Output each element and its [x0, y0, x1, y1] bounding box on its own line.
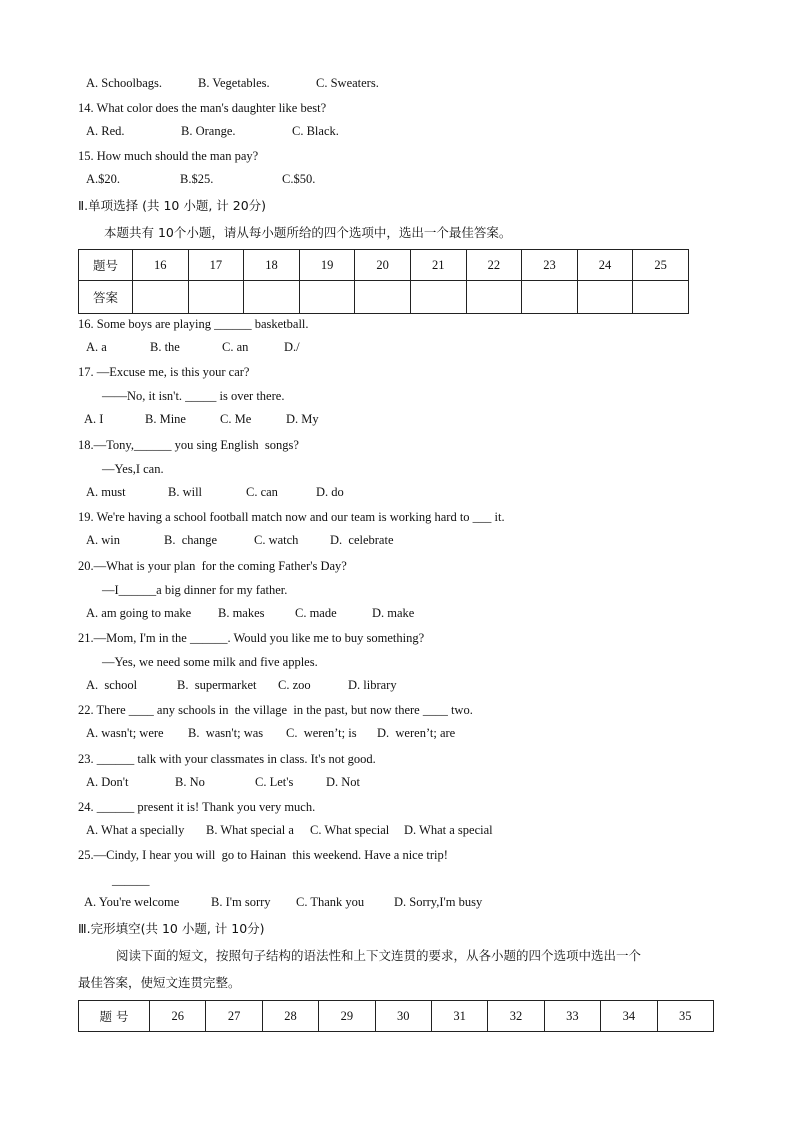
answer-cell[interactable]	[522, 281, 578, 314]
q19-stem: 19. We're having a school football match now and our team is working hard to ___ it.	[78, 510, 505, 524]
table-cell-number: 18	[244, 250, 300, 281]
q20-option-b: B. makes	[218, 606, 265, 620]
table-cell-number: 34	[601, 1001, 657, 1032]
q19-option-a: A. win	[86, 533, 121, 547]
q15-option-c: C.$50.	[282, 172, 316, 186]
q17-stem: 17. —Excuse me, is this your car?	[78, 365, 250, 379]
section-3-instruction-line1: 阅读下面的短文，按照句子结构的语法性和上下文连贯的要求，从各小题的四个选项中选出一个	[116, 948, 642, 963]
q23-stem: 23. ______ talk with your classmates in class. It's not good.	[78, 752, 376, 766]
q18-option-b: B. will	[168, 485, 203, 499]
q24-stem: 24. ______ present it is! Thank you very much.	[78, 800, 316, 814]
q24-option-d: D. What a special	[404, 823, 493, 837]
q21-option-c: C. zoo	[278, 678, 311, 692]
q21-option-a: A. school	[86, 678, 138, 692]
q24-option-a: A. What a specially	[86, 823, 185, 837]
q13-option-a: A. Schoolbags.	[86, 76, 163, 90]
q17-reply: ——No, it isn't. _____ is over there.	[102, 389, 285, 403]
q16-option-d: D./	[284, 340, 300, 354]
answer-cell[interactable]	[633, 281, 689, 314]
table-cell-number: 33	[544, 1001, 600, 1032]
section-3-title: Ⅲ.完形填空(共 10 小题, 计 10分)	[78, 921, 265, 936]
answer-cell[interactable]	[244, 281, 300, 314]
table-cell-number: 35	[657, 1001, 713, 1032]
q16-stem: 16. Some boys are playing ______ basketball.	[78, 317, 309, 331]
q24-option-c: C. What special	[310, 823, 390, 837]
q16-option-a: A. a	[86, 340, 107, 354]
table-cell-number: 29	[319, 1001, 375, 1032]
q19-option-d: D. celebrate	[330, 533, 394, 547]
q25-option-c: C. Thank you	[296, 895, 365, 909]
answer-cell[interactable]	[188, 281, 244, 314]
q22-option-a: A. wasn't; were	[86, 726, 164, 740]
table-cell-number: 20	[355, 250, 411, 281]
q19-option-c: C. watch	[254, 533, 299, 547]
q15-option-b: B.$25.	[180, 172, 214, 186]
q16-option-c: C. an	[222, 340, 249, 354]
q24-option-b: B. What special a	[206, 823, 294, 837]
section-2-instruction: 本题共有 10个小题，请从每小题所给的四个选项中，选出一个最佳答案。	[104, 225, 512, 240]
table-cell-number: 26	[150, 1001, 206, 1032]
q25-option-d: D. Sorry,I'm busy	[394, 895, 483, 909]
q17-option-a: A. I	[84, 412, 104, 426]
q18-option-a: A. must	[86, 485, 126, 499]
q18-option-c: C. can	[246, 485, 278, 499]
q14-stem: 14. What color does the man's daughter like best?	[78, 101, 327, 115]
q18-reply: —Yes,I can.	[102, 462, 164, 476]
q25-option-a: A. You're welcome	[84, 895, 180, 909]
q23-option-c: C. Let's	[255, 775, 294, 789]
answer-cell[interactable]	[133, 281, 189, 314]
answer-cell[interactable]	[355, 281, 411, 314]
q22-stem: 22. There ____ any schools in the village in the past, but now there ____ two.	[78, 703, 473, 717]
table-cell-number: 28	[262, 1001, 318, 1032]
q20-option-c: C. made	[295, 606, 337, 620]
q17-option-d: D. My	[286, 412, 319, 426]
q21-option-b: B. supermarket	[177, 678, 257, 692]
q14-option-b: B. Orange.	[181, 124, 236, 138]
table-cell-number: 21	[410, 250, 466, 281]
answer-cell[interactable]	[577, 281, 633, 314]
q14-option-a: A. Red.	[86, 124, 125, 138]
q15-option-a: A.$20.	[86, 172, 121, 186]
table-row-label: 题 号	[79, 1001, 150, 1032]
table-cell-number: 19	[299, 250, 355, 281]
q20-option-a: A. am going to make	[86, 606, 192, 620]
q22-option-c: C. weren’t; is	[286, 726, 357, 740]
q23-option-b: B. No	[175, 775, 205, 789]
answer-table-16-25	[78, 249, 689, 314]
answer-cell[interactable]	[299, 281, 355, 314]
table-cell-number: 17	[188, 250, 244, 281]
q18-stem: 18.—Tony,______ you sing English songs?	[78, 438, 299, 452]
q14-option-c: C. Black.	[292, 124, 339, 138]
table-cell-number: 27	[206, 1001, 262, 1032]
q21-reply: —Yes, we need some milk and five apples.	[102, 655, 318, 669]
q20-reply: —I______a big dinner for my father.	[102, 583, 288, 597]
table-cell-number: 16	[133, 250, 189, 281]
q16-option-b: B. the	[150, 340, 180, 354]
q19-option-b: B. change	[164, 533, 218, 547]
table-row-label: 题号	[79, 250, 133, 281]
q15-stem: 15. How much should the man pay?	[78, 149, 259, 163]
q22-option-d: D. weren’t; are	[377, 726, 456, 740]
q23-option-a: A. Don't	[86, 775, 129, 789]
answer-cell[interactable]	[410, 281, 466, 314]
q25-reply-blank: ______	[112, 873, 150, 887]
table-cell-number: 25	[633, 250, 689, 281]
table-cell-number: 32	[488, 1001, 544, 1032]
table-cell-number: 31	[431, 1001, 487, 1032]
q18-option-d: D. do	[316, 485, 344, 499]
q17-option-b: B. Mine	[145, 412, 186, 426]
q17-option-c: C. Me	[220, 412, 252, 426]
table-cell-number: 24	[577, 250, 633, 281]
answer-table-26-35	[78, 1000, 714, 1032]
q20-stem: 20.—What is your plan for the coming Father's Day?	[78, 559, 347, 573]
q13-option-b: B. Vegetables.	[198, 76, 270, 90]
q22-option-b: B. wasn't; was	[188, 726, 264, 740]
q20-option-d: D. make	[372, 606, 415, 620]
answer-cell[interactable]	[466, 281, 522, 314]
table-cell-number: 30	[375, 1001, 431, 1032]
table-cell-number: 23	[522, 250, 578, 281]
q25-stem: 25.—Cindy, I hear you will go to Hainan this weekend. Have a nice trip!	[78, 848, 448, 862]
table-cell-number: 22	[466, 250, 522, 281]
q21-option-d: D. library	[348, 678, 397, 692]
table-row-label: 答案	[79, 281, 133, 314]
q23-option-d: D. Not	[326, 775, 361, 789]
section-2-title: Ⅱ.单项选择 (共 10 小题, 计 20分)	[78, 198, 267, 213]
section-3-instruction-line2: 最佳答案，使短文连贯完整。	[78, 975, 241, 990]
q21-stem: 21.—Mom, I'm in the ______. Would you like me to buy something?	[78, 631, 425, 645]
q25-option-b: B. I'm sorry	[211, 895, 271, 909]
q13-option-c: C. Sweaters.	[316, 76, 379, 90]
